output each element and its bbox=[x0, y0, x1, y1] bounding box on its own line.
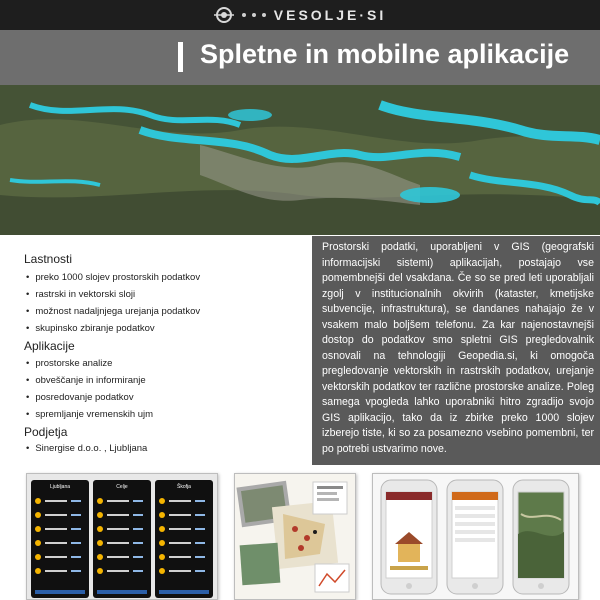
screenshot-gallery bbox=[0, 465, 600, 600]
brand-name: VESOLJE·SI bbox=[273, 7, 387, 23]
logo-dots bbox=[242, 13, 266, 17]
lastnosti-item: • rastrski in vektorski sloji bbox=[26, 289, 135, 300]
weather-phone-screen bbox=[93, 480, 151, 598]
description-text: Prostorski podatki, uporabljeni v GIS (geografski informacijski sistemi) aplikacijah, postajajo vse pomembnejši del vsakdana. Če so se pred leti uporabljali zgolj v institucionalnih okvirih (kataster, kmetijske subvencije, infrastruktura), se dandanes nahajajo že v vsakem malo boljšem telefonu. Za kar najenostavnejši dostop do podatkov smo spletni GIS pregledovalnik osnovali na tehnologiji Geopedia.si, ki omogoča pregledovanje vektorskih in rastrskih podatkov, urejanje vektorskih podatkov ter različne prostorske analize. Poleg samega vpogleda lahko uporabniki hitro zgradijo svojo GIS aplikacijo, tako da iz zbirke preko 1000 slojev izberejo tiste, ki so za posamezno vsebino pomembni, ter po potrebi ustvarimo nove. bbox=[322, 241, 594, 455]
lastnosti-item: • možnost nadaljnjega urejanja podatkov bbox=[26, 306, 200, 317]
page-title: Spletne in mobilne aplikacije bbox=[200, 39, 570, 69]
lastnosti-item: • skupinsko zbiranje podatkov bbox=[26, 323, 155, 334]
brand-bar bbox=[0, 0, 600, 30]
satellite-logo-icon bbox=[214, 5, 234, 25]
satellite-flood-map bbox=[0, 85, 600, 235]
aplikacije-item: • prostorske analize bbox=[26, 358, 112, 369]
weather-phone-screen bbox=[31, 480, 89, 598]
info-column bbox=[0, 235, 312, 465]
aplikacije-heading: Aplikacije bbox=[24, 339, 75, 353]
weather-app-thumbnail bbox=[26, 473, 218, 600]
title-accent bbox=[178, 42, 183, 72]
aplikacije-item: • spremljanje vremenskih ujm bbox=[26, 409, 153, 420]
lastnosti-item: • preko 1000 slojev prostorskih podatkov bbox=[26, 272, 200, 283]
description-panel bbox=[312, 236, 600, 466]
podjetja-item: • Sinergise d.o.o. , Ljubljana bbox=[26, 443, 147, 454]
aplikacije-item: • posredovanje podatkov bbox=[26, 392, 134, 403]
aplikacije-item: • obveščanje in informiranje bbox=[26, 375, 146, 386]
web-gis-thumbnail bbox=[234, 473, 356, 600]
mobile-app-thumbnail bbox=[372, 473, 579, 600]
weather-phone-screen bbox=[155, 480, 213, 598]
weather-city-label: Celje bbox=[116, 484, 128, 490]
lastnosti-heading: Lastnosti bbox=[24, 252, 73, 266]
weather-city-label: Škofja bbox=[177, 484, 191, 490]
podjetja-heading: Podjetja bbox=[24, 425, 68, 439]
weather-city-label: Ljubljana bbox=[49, 484, 71, 490]
